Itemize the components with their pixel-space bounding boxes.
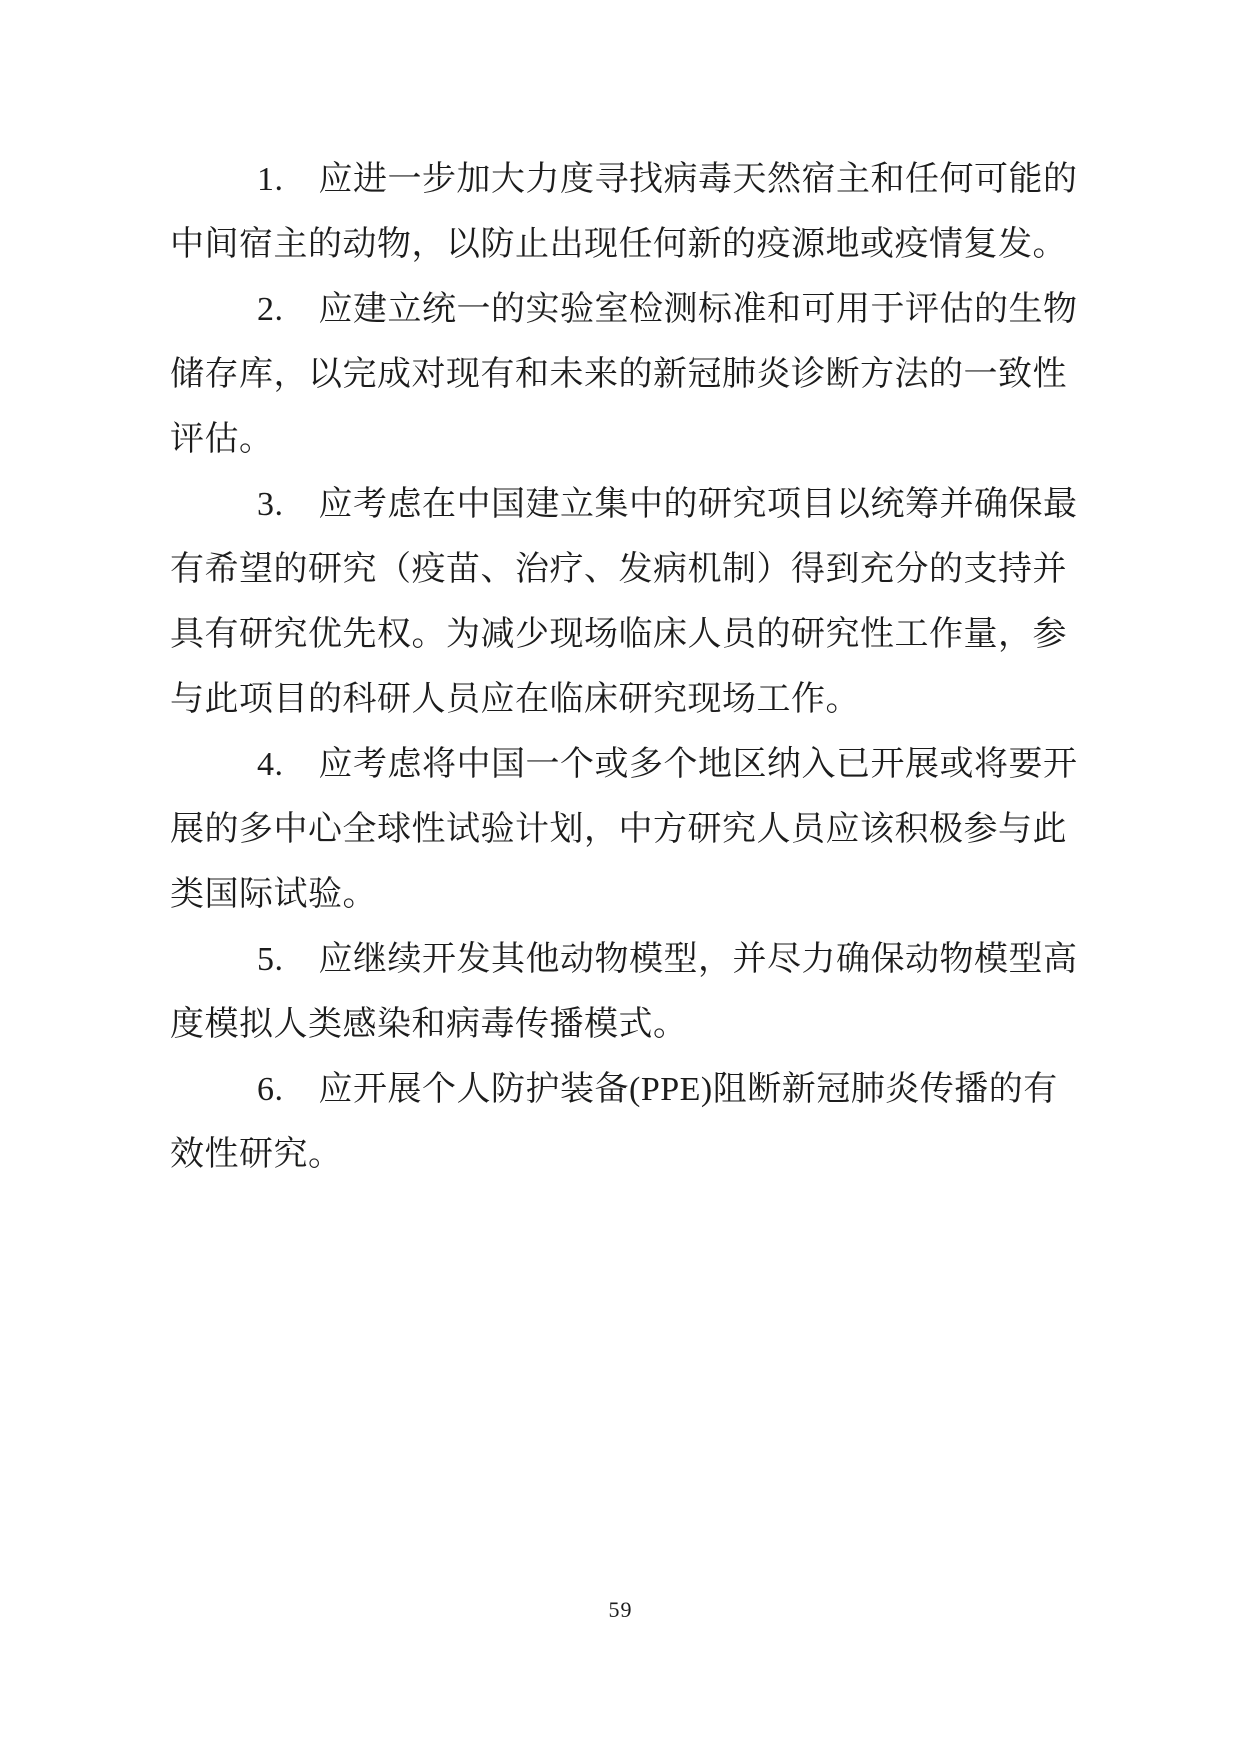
text-line <box>170 147 1078 212</box>
text-line: 与此项目的科研人员应在临床研究现场工作。 <box>170 681 860 718</box>
document-body <box>170 147 1078 1187</box>
page-number: 59 <box>608 1597 633 1622</box>
text-line <box>170 277 1078 342</box>
text-line: 展的多中心全球性试验计划，中方研究人员应该积极参与此 <box>170 811 1067 848</box>
list-item-text: 应继续开发其他动物模型，并尽力确保动物模型高 <box>318 941 1078 978</box>
text-line: 具有研究优先权。为减少现场临床人员的研究性工作量，参 <box>170 616 1067 653</box>
list-item-6 <box>170 1057 1072 1187</box>
text-line: 中间宿主的动物，以防止出现任何新的疫源地或疫情复发。 <box>170 226 1067 263</box>
text-line <box>170 927 1078 992</box>
text-line: 度模拟人类感染和病毒传播模式。 <box>170 1006 688 1043</box>
text-line <box>170 732 1078 797</box>
list-item-text: 应进一步加大力度寻找病毒天然宿主和任何可能的 <box>318 161 1078 198</box>
text-line: 评估。 <box>170 421 274 458</box>
list-item-text: 应考虑在中国建立集中的研究项目以统筹并确保最 <box>318 486 1078 523</box>
list-item-text: 应建立统一的实验室检测标准和可用于评估的生物 <box>318 291 1078 328</box>
list-item-text: 应考虑将中国一个或多个地区纳入已开展或将要开 <box>318 746 1078 783</box>
text-line: 类国际试验。 <box>170 876 377 913</box>
list-item-4 <box>170 732 1078 927</box>
list-number: 6. <box>257 1071 284 1108</box>
list-item-text: 应开展个人防护装备(PPE)阻断新冠肺炎传播的有 <box>318 1071 1058 1108</box>
list-item-2 <box>170 277 1078 472</box>
text-line: 有希望的研究（疫苗、治疗、发病机制）得到充分的支持并 <box>170 551 1067 588</box>
text-line: 储存库，以完成对现有和未来的新冠肺炎诊断方法的一致性 <box>170 356 1067 393</box>
list-number: 4. <box>257 746 284 783</box>
list-number: 5. <box>257 941 284 978</box>
text-line <box>170 1057 1072 1122</box>
list-number: 3. <box>257 486 284 523</box>
text-line <box>170 472 1078 537</box>
list-item-3 <box>170 472 1078 732</box>
list-item-5 <box>170 927 1078 1057</box>
text-line: 效性研究。 <box>170 1136 343 1173</box>
list-number: 2. <box>257 291 284 328</box>
list-item-1 <box>170 147 1078 277</box>
list-number: 1. <box>257 161 284 198</box>
